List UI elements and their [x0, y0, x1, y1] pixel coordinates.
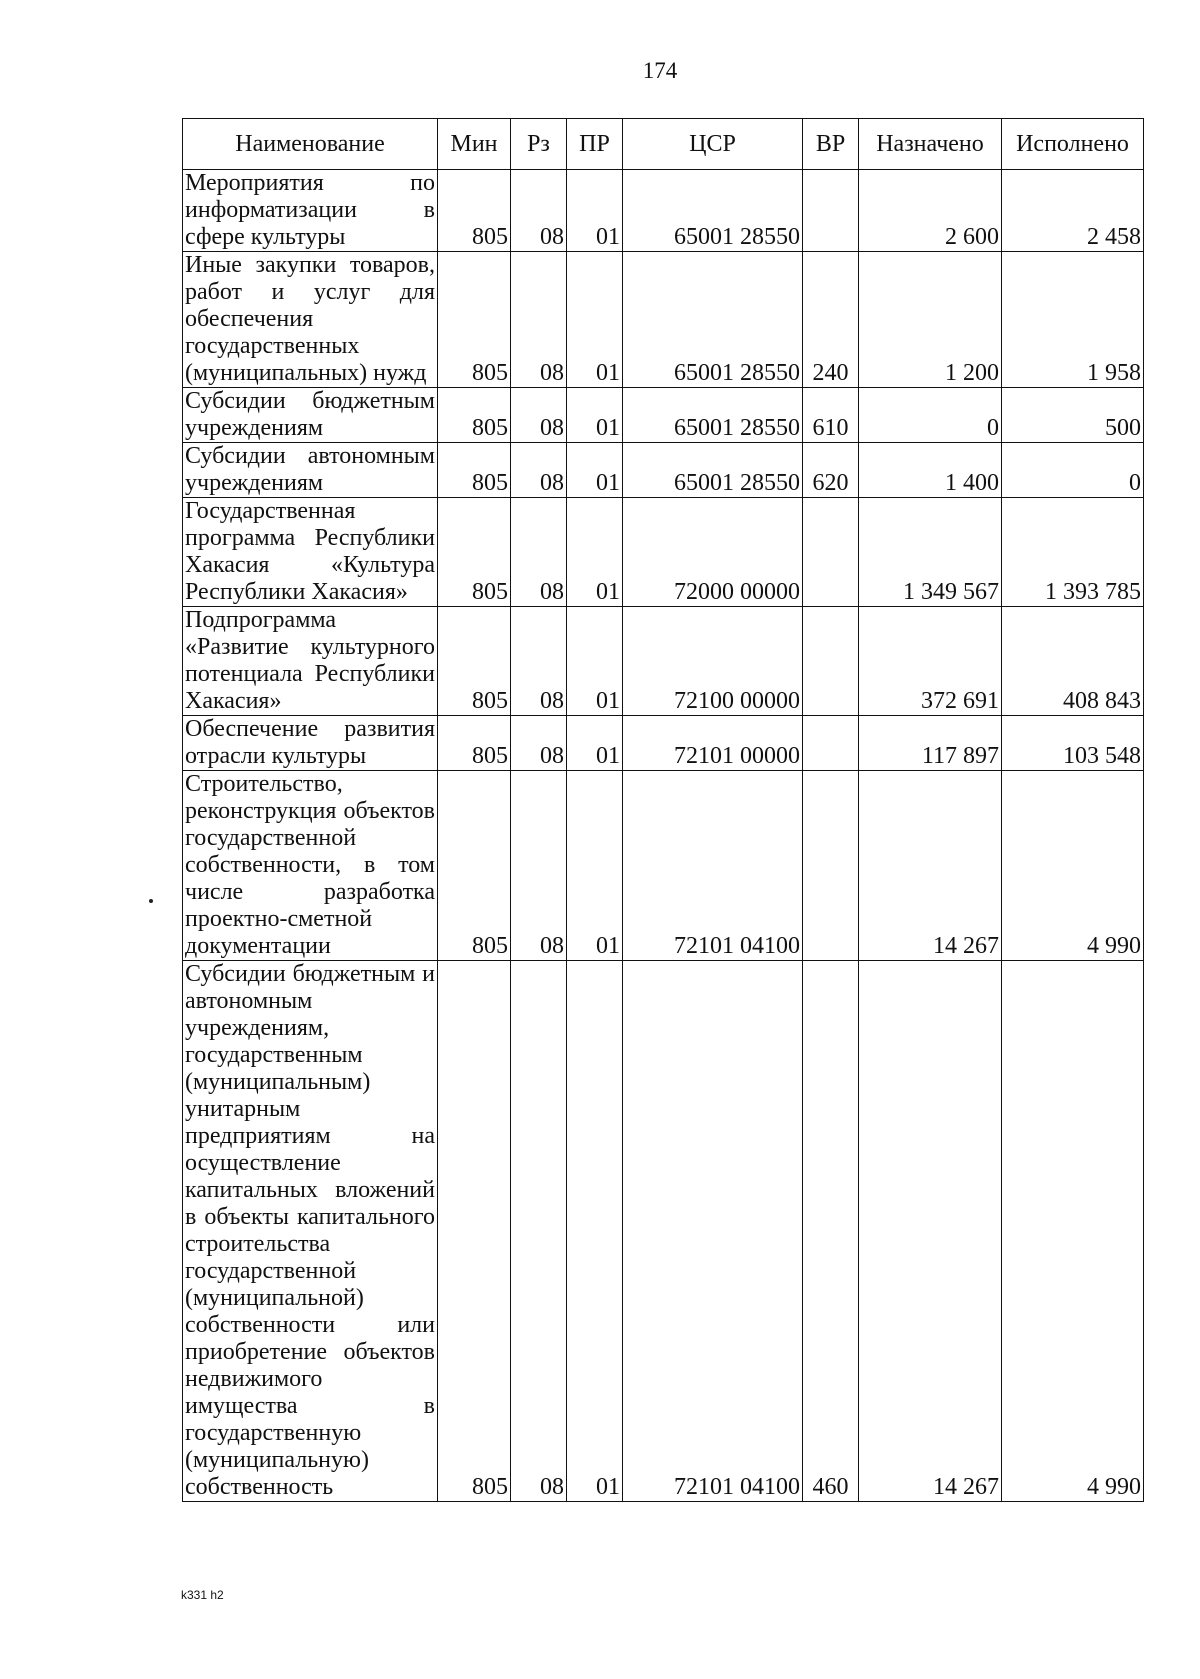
- row-assigned: 14 267: [859, 961, 1002, 1502]
- table-row: [183, 443, 1144, 498]
- row-executed: 500: [1002, 388, 1144, 443]
- table-row: [183, 498, 1144, 607]
- row-assigned: 0: [859, 388, 1002, 443]
- header-rz: Рз: [511, 119, 567, 170]
- row-pr: 01: [567, 498, 623, 607]
- row-executed: 0: [1002, 443, 1144, 498]
- row-min: 805: [438, 771, 511, 961]
- header-name: Наименование: [183, 119, 438, 170]
- row-pr: 01: [567, 607, 623, 716]
- row-pr: 01: [567, 771, 623, 961]
- row-csr: 65001 28550: [623, 443, 803, 498]
- row-min: 805: [438, 961, 511, 1502]
- table-row: [183, 716, 1144, 771]
- row-rz: 08: [511, 443, 567, 498]
- row-csr: 65001 28550: [623, 170, 803, 252]
- row-min: 805: [438, 443, 511, 498]
- row-rz: 08: [511, 961, 567, 1502]
- row-pr: 01: [567, 961, 623, 1502]
- budget-table: [182, 118, 1144, 1502]
- row-csr: 65001 28550: [623, 388, 803, 443]
- row-vr: 460: [803, 961, 859, 1502]
- row-csr: 72101 04100: [623, 771, 803, 961]
- row-rz: 08: [511, 771, 567, 961]
- table-row: [183, 170, 1144, 252]
- table-row: [183, 252, 1144, 388]
- table-row: [183, 607, 1144, 716]
- row-name: Строительство, реконструкция объектов государственной собственности, в том числе разработка проектно-сметной документации: [183, 771, 438, 961]
- row-pr: 01: [567, 170, 623, 252]
- row-rz: 08: [511, 716, 567, 771]
- row-name: Мероприятия по информатизации в сфере культуры: [183, 170, 438, 252]
- row-assigned: 117 897: [859, 716, 1002, 771]
- row-csr: 72101 04100: [623, 961, 803, 1502]
- row-csr: 72000 00000: [623, 498, 803, 607]
- row-vr: 620: [803, 443, 859, 498]
- row-min: 805: [438, 498, 511, 607]
- row-assigned: 372 691: [859, 607, 1002, 716]
- row-name: Государственная программа Республики Хакасия «Культура Республики Хакасия»: [183, 498, 438, 607]
- row-name: Иные закупки товаров, работ и услуг для обеспечения государственных (муниципальных) нужд: [183, 252, 438, 388]
- table-row: [183, 961, 1144, 1502]
- page-number: 174: [642, 58, 678, 83]
- row-executed: 4 990: [1002, 771, 1144, 961]
- row-rz: 08: [511, 388, 567, 443]
- row-rz: 08: [511, 252, 567, 388]
- row-min: 805: [438, 388, 511, 443]
- row-csr: 65001 28550: [623, 252, 803, 388]
- document-code: k331 h2: [181, 1588, 224, 1602]
- header-executed: Исполнено: [1002, 119, 1144, 170]
- row-assigned: 2 600: [859, 170, 1002, 252]
- row-name: Субсидии автономным учреждениям: [183, 443, 438, 498]
- row-executed: 2 458: [1002, 170, 1144, 252]
- row-csr: 72101 00000: [623, 716, 803, 771]
- row-vr: [803, 170, 859, 252]
- row-assigned: 1 349 567: [859, 498, 1002, 607]
- row-min: 805: [438, 170, 511, 252]
- row-pr: 01: [567, 716, 623, 771]
- row-executed: 408 843: [1002, 607, 1144, 716]
- table-header-row: [183, 119, 1144, 170]
- row-rz: 08: [511, 170, 567, 252]
- row-pr: 01: [567, 443, 623, 498]
- row-min: 805: [438, 716, 511, 771]
- row-executed: 1 958: [1002, 252, 1144, 388]
- table-row: [183, 771, 1144, 961]
- row-vr: [803, 771, 859, 961]
- row-pr: 01: [567, 252, 623, 388]
- table-row: [183, 388, 1144, 443]
- row-min: 805: [438, 252, 511, 388]
- row-vr: [803, 498, 859, 607]
- header-min: Мин: [438, 119, 511, 170]
- row-name: Обеспечение развития отрасли культуры: [183, 716, 438, 771]
- row-vr: [803, 607, 859, 716]
- row-executed: 4 990: [1002, 961, 1144, 1502]
- scan-speck: [149, 899, 153, 903]
- header-assigned: Назначено: [859, 119, 1002, 170]
- row-rz: 08: [511, 607, 567, 716]
- row-vr: 240: [803, 252, 859, 388]
- row-name: Субсидии бюджетным и автономным учреждениям, государственным (муниципальным) унитарным предприятиям на осуществление капитальных вложений в объекты капитального строительства государственной (муниципальной) собственности или приобретение объектов недвижимого имущества в государственную (муниципальную) собственность: [183, 961, 438, 1502]
- header-vr: ВР: [803, 119, 859, 170]
- row-assigned: 14 267: [859, 771, 1002, 961]
- row-assigned: 1 200: [859, 252, 1002, 388]
- row-csr: 72100 00000: [623, 607, 803, 716]
- row-name: Субсидии бюджетным учреждениям: [183, 388, 438, 443]
- row-vr: 610: [803, 388, 859, 443]
- row-assigned: 1 400: [859, 443, 1002, 498]
- header-pr: ПР: [567, 119, 623, 170]
- row-min: 805: [438, 607, 511, 716]
- row-executed: 103 548: [1002, 716, 1144, 771]
- header-csr: ЦСР: [623, 119, 803, 170]
- row-name: Подпрограмма «Развитие культурного потенциала Республики Хакасия»: [183, 607, 438, 716]
- row-rz: 08: [511, 498, 567, 607]
- row-vr: [803, 716, 859, 771]
- row-executed: 1 393 785: [1002, 498, 1144, 607]
- row-pr: 01: [567, 388, 623, 443]
